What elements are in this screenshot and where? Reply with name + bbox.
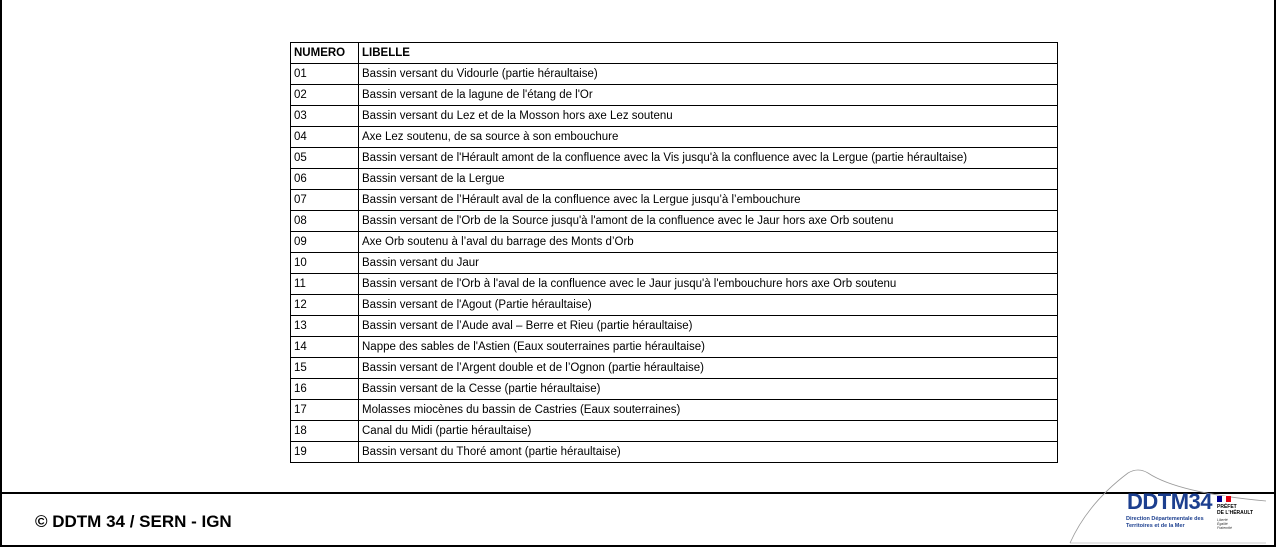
table-row — [291, 64, 1058, 85]
cell-libelle: Bassin versant de l'Orb à l'aval de la confluence avec le Jaur jusqu'à l'embouchure hors axe Orb soutenu — [359, 274, 1058, 295]
cell-numero: 11 — [291, 274, 359, 295]
logo-subtitle-line-2: Territoires et de la Mer — [1126, 523, 1185, 529]
cell-libelle: Bassin versant de la Cesse (partie héraultaise) — [359, 379, 1058, 400]
cell-numero: 13 — [291, 316, 359, 337]
cell-libelle: Bassin versant de l’Hérault aval de la confluence avec la Lergue jusqu’à l’embouchure — [359, 190, 1058, 211]
cell-libelle: Nappe des sables de l'Astien (Eaux souterraines partie héraultaise) — [359, 337, 1058, 358]
table-row — [291, 127, 1058, 148]
cell-numero: 10 — [291, 253, 359, 274]
table-row — [291, 316, 1058, 337]
table-row — [291, 442, 1058, 463]
table-row — [291, 253, 1058, 274]
table-row — [291, 148, 1058, 169]
cell-numero: 14 — [291, 337, 359, 358]
cell-libelle: Bassin versant de la lagune de l'étang de l'Or — [359, 85, 1058, 106]
logo-wordmark: DDTM34 — [1127, 489, 1213, 514]
table-row — [291, 169, 1058, 190]
ddtm34-logo — [1068, 463, 1268, 545]
table-row — [291, 421, 1058, 442]
table-header-row — [291, 43, 1058, 64]
cell-numero: 07 — [291, 190, 359, 211]
cell-numero: 08 — [291, 211, 359, 232]
table-row — [291, 274, 1058, 295]
cell-libelle: Bassin versant du Lez et de la Mosson hors axe Lez soutenu — [359, 106, 1058, 127]
cell-libelle: Axe Lez soutenu, de sa source à son embouchure — [359, 127, 1058, 148]
cell-numero: 12 — [291, 295, 359, 316]
logo-subtitle-line-1: Direction Départementale des — [1126, 516, 1204, 522]
motto-egalite: Égalité — [1217, 522, 1228, 526]
republic-motto — [1217, 518, 1232, 530]
column-header-numero: NUMERO — [291, 43, 359, 64]
logo-subtitle — [1126, 516, 1216, 530]
table-row — [291, 211, 1058, 232]
table-body — [291, 64, 1058, 463]
cell-libelle: Bassin versant de l’Argent double et de l’Ognon (partie héraultaise) — [359, 358, 1058, 379]
cell-numero: 18 — [291, 421, 359, 442]
cell-numero: 15 — [291, 358, 359, 379]
cell-numero: 04 — [291, 127, 359, 148]
table-row — [291, 190, 1058, 211]
cell-libelle: Bassin versant de la Lergue — [359, 169, 1058, 190]
cell-numero: 17 — [291, 400, 359, 421]
cell-libelle: Bassin versant de l'Orb de la Source jusqu'à l'amont de la confluence avec le Jaur hors axe Orb soutenu — [359, 211, 1058, 232]
cell-numero: 16 — [291, 379, 359, 400]
table-row — [291, 295, 1058, 316]
cell-numero: 09 — [291, 232, 359, 253]
table-row — [291, 85, 1058, 106]
copyright-text: © DDTM 34 / SERN - IGN — [35, 512, 232, 531]
table-row — [291, 337, 1058, 358]
cell-numero: 05 — [291, 148, 359, 169]
cell-libelle: Bassin versant de l’Aude aval – Berre et Rieu (partie héraultaise) — [359, 316, 1058, 337]
prefet-label — [1217, 504, 1253, 516]
cell-libelle: Bassin versant du Thoré amont (partie héraultaise) — [359, 442, 1058, 463]
basin-table — [290, 42, 1058, 463]
cell-libelle: Bassin versant du Vidourle (partie héraultaise) — [359, 64, 1058, 85]
cell-libelle: Bassin versant du Jaur — [359, 253, 1058, 274]
cell-numero: 19 — [291, 442, 359, 463]
cell-numero: 01 — [291, 64, 359, 85]
prefet-line-2: DE L'HÉRAULT — [1217, 510, 1254, 516]
table-row — [291, 106, 1058, 127]
motto-liberte: Liberté — [1217, 518, 1228, 522]
cell-libelle: Molasses miocènes du bassin de Castries (Eaux souterraines) — [359, 400, 1058, 421]
cell-libelle: Bassin versant de l'Hérault amont de la confluence avec la Vis jusqu'à la confluence avec la Lergue (partie héraultaise) — [359, 148, 1058, 169]
prefet-line-1: PRÉFET — [1217, 504, 1237, 510]
motto-fraternite: Fraternité — [1217, 526, 1232, 530]
cell-libelle: Bassin versant de l'Agout (Partie héraultaise) — [359, 295, 1058, 316]
cell-numero: 06 — [291, 169, 359, 190]
table-row — [291, 358, 1058, 379]
cell-numero: 02 — [291, 85, 359, 106]
french-flag-icon — [1217, 496, 1231, 502]
cell-numero: 03 — [291, 106, 359, 127]
cell-libelle: Canal du Midi (partie héraultaise) — [359, 421, 1058, 442]
cell-libelle: Axe Orb soutenu à l’aval du barrage des Monts d’Orb — [359, 232, 1058, 253]
table-row — [291, 232, 1058, 253]
table-row — [291, 400, 1058, 421]
table-row — [291, 379, 1058, 400]
column-header-libelle: LIBELLE — [359, 43, 1058, 64]
